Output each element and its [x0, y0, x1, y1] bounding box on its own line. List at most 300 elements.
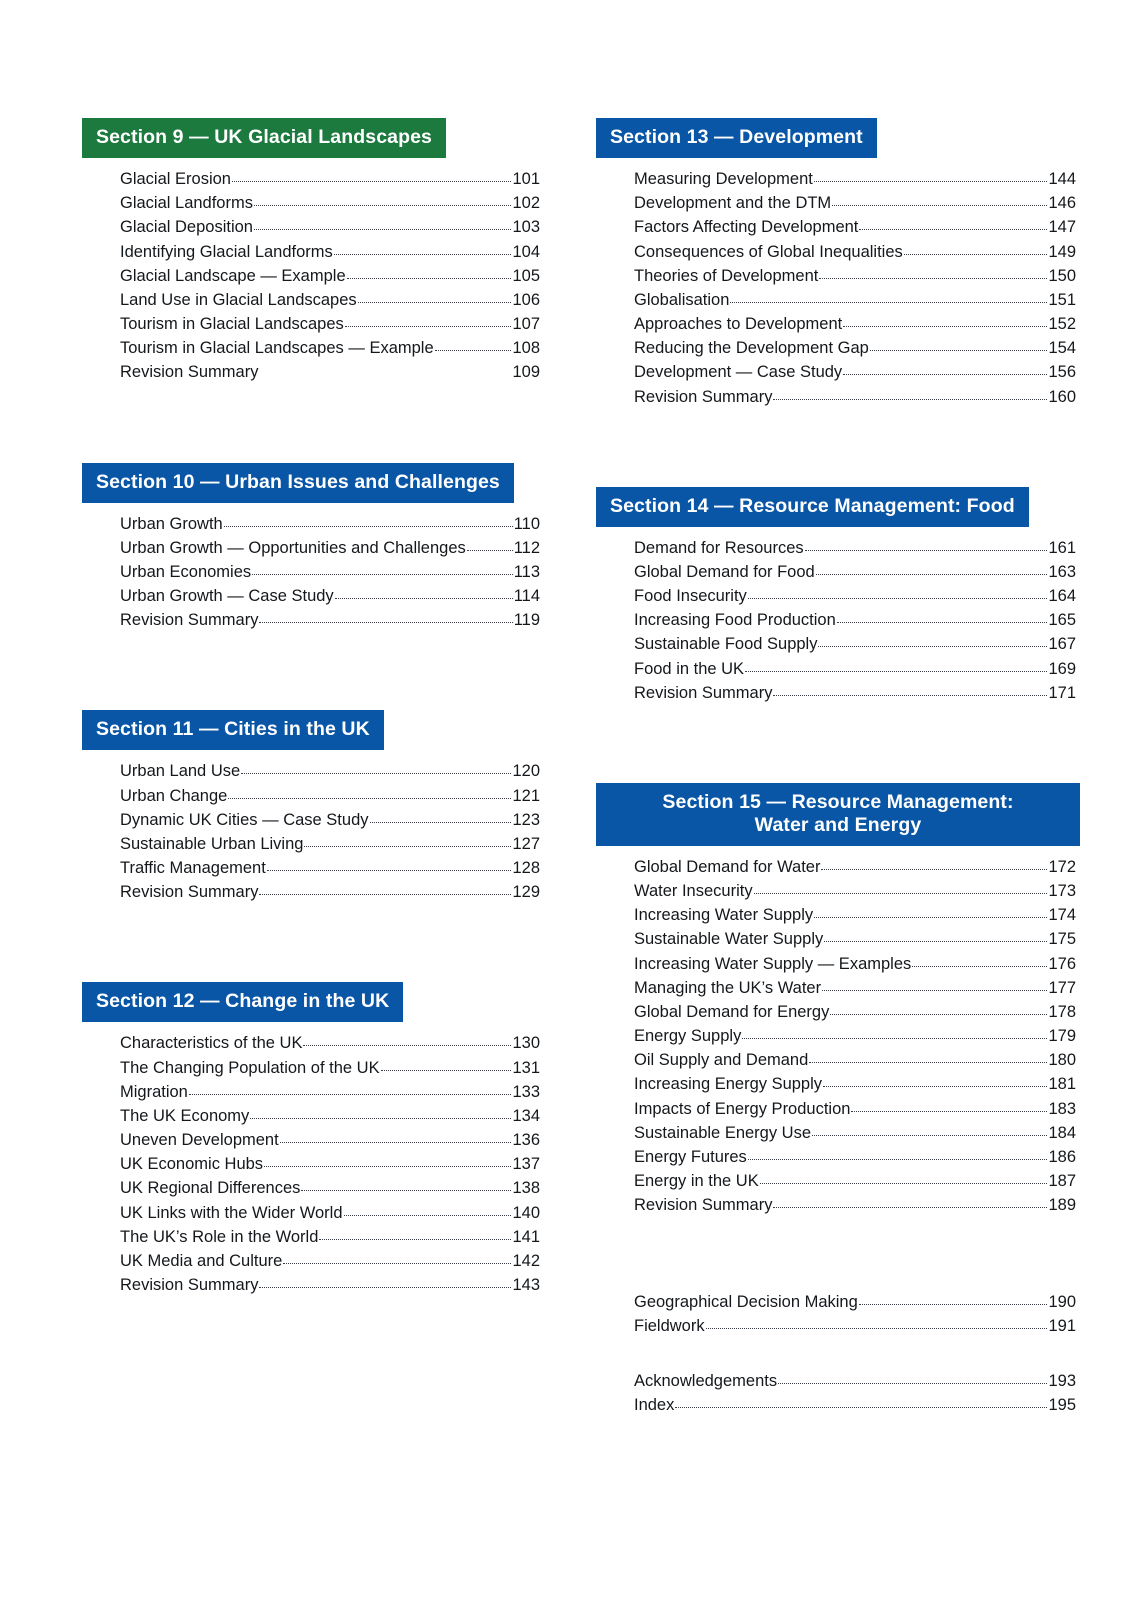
toc-entry[interactable] — [120, 880, 540, 904]
spacer — [596, 1338, 1080, 1360]
section-block-15 — [596, 783, 1080, 1218]
leader-dots — [812, 1125, 1047, 1136]
leader-dots — [675, 1397, 1047, 1408]
leader-dots — [851, 1101, 1047, 1112]
right-column — [596, 118, 1080, 1417]
toc-entry[interactable] — [120, 608, 540, 632]
leader-dots — [241, 763, 511, 774]
toc-entry[interactable] — [120, 360, 540, 384]
leader-dots — [259, 365, 511, 375]
entry-page: 108 — [512, 339, 540, 358]
toc-entry[interactable] — [120, 240, 540, 264]
entry-title: Land Use in Glacial Landscapes — [120, 290, 357, 309]
entry-page: 169 — [1048, 659, 1076, 678]
toc-entry[interactable] — [634, 1072, 1076, 1096]
leader-dots — [843, 316, 1047, 327]
toc-entry[interactable] — [120, 1201, 540, 1225]
toc-entry[interactable] — [120, 584, 540, 608]
entry-page: 119 — [513, 611, 540, 630]
entry-title: Glacial Deposition — [120, 218, 253, 237]
toc-entry[interactable] — [120, 288, 540, 312]
entry-title: UK Media and Culture — [120, 1251, 283, 1270]
entry-page: 175 — [1048, 930, 1076, 949]
entry-page: 114 — [513, 587, 540, 606]
entry-title: The UK’s Role in the World — [120, 1227, 319, 1246]
entry-page: 121 — [512, 786, 540, 805]
entry-title: Glacial Landforms — [120, 194, 253, 213]
section-block-10 — [82, 463, 544, 633]
entry-title: Increasing Water Supply — [634, 906, 814, 925]
leader-dots — [435, 340, 512, 351]
entry-page: 110 — [513, 514, 540, 533]
entry-page: 172 — [1048, 857, 1076, 876]
leader-dots — [754, 883, 1048, 894]
entry-page: 130 — [512, 1034, 540, 1053]
toc-entry[interactable] — [120, 167, 540, 191]
entry-title: Energy in the UK — [634, 1172, 759, 1191]
toc-entry[interactable] — [634, 385, 1076, 409]
entry-title: Glacial Landscape — Example — [120, 266, 346, 285]
toc-entry[interactable] — [634, 976, 1076, 1000]
entry-page: 141 — [512, 1227, 540, 1246]
leader-dots — [773, 685, 1047, 696]
section-header-11: Section 11 — Cities in the UK — [82, 710, 384, 750]
entry-page: 101 — [512, 170, 540, 188]
entry-title: Factors Affecting Development — [634, 218, 859, 237]
entry-page: 165 — [1048, 611, 1076, 630]
leader-dots — [334, 244, 512, 255]
leader-dots — [345, 316, 512, 327]
entry-list-12 — [82, 1031, 544, 1297]
entry-page: 107 — [512, 315, 540, 334]
entry-title: Food in the UK — [634, 659, 745, 678]
leader-dots — [816, 564, 1048, 575]
entry-page: 146 — [1048, 194, 1076, 213]
entry-title: Measuring Development — [634, 170, 813, 188]
leader-dots — [912, 956, 1047, 967]
toc-entry[interactable] — [120, 808, 540, 832]
section-block-11 — [82, 710, 544, 904]
entry-title: Water Insecurity — [634, 882, 753, 901]
leader-dots — [228, 788, 511, 799]
leader-dots — [843, 364, 1047, 375]
toc-entry[interactable] — [634, 1169, 1076, 1193]
leader-dots — [814, 171, 1048, 182]
leader-dots — [818, 636, 1047, 647]
entry-title: Energy Futures — [634, 1147, 747, 1166]
entry-page: 181 — [1048, 1075, 1076, 1094]
toc-entry[interactable] — [634, 1369, 1076, 1393]
toc-entry[interactable] — [120, 1273, 540, 1297]
leader-dots — [250, 1108, 511, 1119]
leader-dots — [303, 1035, 511, 1046]
entry-page: 183 — [1048, 1099, 1076, 1118]
leader-dots — [280, 1132, 512, 1143]
entry-page: 174 — [1048, 906, 1076, 925]
entry-page: 190 — [1048, 1292, 1076, 1311]
entry-title: Urban Growth — [120, 514, 223, 533]
section-header-15-line1: Section 15 — Resource Management: — [662, 790, 1014, 813]
entry-page: 106 — [512, 290, 540, 309]
toc-entry[interactable] — [120, 312, 540, 336]
leader-dots — [706, 1318, 1048, 1329]
entry-title: Development and the DTM — [634, 194, 832, 213]
entry-page: 156 — [1048, 363, 1076, 382]
toc-entry[interactable] — [634, 1121, 1076, 1145]
toc-entry[interactable] — [120, 1128, 540, 1152]
toc-entry[interactable] — [634, 1000, 1076, 1024]
entry-title: Tourism in Glacial Landscapes — Example — [120, 339, 434, 358]
section-block-13 — [596, 118, 1080, 409]
leader-dots — [824, 931, 1047, 942]
entry-page: 113 — [513, 562, 540, 581]
entry-page: 131 — [512, 1058, 540, 1077]
entry-title: Demand for Resources — [634, 538, 804, 557]
left-column — [60, 118, 544, 1297]
toc-entry[interactable] — [634, 240, 1076, 264]
leader-dots — [283, 1253, 511, 1264]
entry-page: 128 — [512, 859, 540, 878]
leader-dots — [304, 836, 511, 847]
entry-page: 104 — [512, 242, 540, 261]
entry-page: 178 — [1048, 1002, 1076, 1021]
entry-page: 161 — [1048, 538, 1076, 557]
toc-entry[interactable] — [120, 784, 540, 808]
entry-page: 120 — [512, 762, 540, 781]
entry-page: 195 — [1048, 1396, 1076, 1415]
toc-entry[interactable] — [634, 855, 1076, 879]
toc-entry[interactable] — [634, 1097, 1076, 1121]
entry-title: Development — Case Study — [634, 363, 843, 382]
section-block-14 — [596, 487, 1080, 705]
entry-page: 176 — [1048, 954, 1076, 973]
toc-entry[interactable] — [634, 1024, 1076, 1048]
entry-page: 134 — [512, 1106, 540, 1125]
entry-page: 105 — [512, 266, 540, 285]
entry-page: 143 — [512, 1276, 540, 1295]
entry-page: 171 — [1048, 683, 1076, 702]
leader-dots — [745, 661, 1047, 672]
toc-entry[interactable] — [634, 903, 1076, 927]
entry-title: Acknowledgements — [634, 1371, 778, 1390]
section-header-15 — [596, 783, 1080, 846]
leader-dots — [358, 292, 512, 303]
toc-entry[interactable] — [120, 1080, 540, 1104]
leader-dots — [809, 1052, 1047, 1063]
leader-dots — [814, 907, 1047, 918]
leader-dots — [254, 195, 511, 206]
section-header-12: Section 12 — Change in the UK — [82, 982, 403, 1022]
entry-list-15 — [596, 855, 1080, 1218]
toc-entry[interactable] — [120, 1031, 540, 1055]
entry-title: Dynamic UK Cities — Case Study — [120, 810, 369, 829]
entry-title: Managing the UK’s Water — [634, 978, 822, 997]
entry-title: Urban Economies — [120, 562, 252, 581]
entry-page: 173 — [1048, 882, 1076, 901]
entry-page: 164 — [1048, 587, 1076, 606]
toc-entry[interactable] — [634, 288, 1076, 312]
entry-title: The Changing Population of the UK — [120, 1058, 380, 1077]
entry-title: Consequences of Global Inequalities — [634, 242, 903, 261]
entry-title: Energy Supply — [634, 1027, 742, 1046]
leader-dots — [252, 564, 513, 575]
entry-page: 167 — [1048, 635, 1076, 654]
entry-title: Revision Summary — [120, 611, 259, 630]
spacer — [596, 705, 1080, 783]
entry-list-back-matter — [596, 1369, 1080, 1417]
entry-title: Traffic Management — [120, 859, 266, 878]
leader-dots — [189, 1084, 512, 1095]
entry-page: 137 — [512, 1155, 540, 1174]
leader-dots — [232, 171, 512, 182]
entry-title: Increasing Food Production — [634, 611, 836, 630]
leader-dots — [773, 389, 1047, 400]
toc-entry[interactable] — [634, 336, 1076, 360]
leader-dots — [830, 1004, 1047, 1015]
entry-title: UK Economic Hubs — [120, 1155, 264, 1174]
leader-dots — [859, 219, 1047, 230]
entry-page: 144 — [1048, 170, 1076, 188]
entry-title: Food Insecurity — [634, 587, 747, 606]
entry-page: 154 — [1048, 339, 1076, 358]
toc-entry[interactable] — [634, 927, 1076, 951]
entry-page: 151 — [1048, 290, 1076, 309]
entry-page: 149 — [1048, 242, 1076, 261]
toc-entry[interactable] — [120, 1225, 540, 1249]
entry-page: 140 — [512, 1203, 540, 1222]
toc-entry[interactable] — [634, 952, 1076, 976]
entry-page: 150 — [1048, 266, 1076, 285]
leader-dots — [748, 1149, 1048, 1160]
leader-dots — [301, 1180, 511, 1191]
entry-page: 129 — [512, 883, 540, 902]
toc-entry[interactable] — [634, 608, 1076, 632]
section-header-10: Section 10 — Urban Issues and Challenges — [82, 463, 514, 503]
leader-dots — [904, 244, 1048, 255]
toc-entry[interactable] — [634, 681, 1076, 705]
entry-title: Urban Change — [120, 786, 228, 805]
leader-dots — [870, 340, 1048, 351]
entry-title: Characteristics of the UK — [120, 1034, 303, 1053]
section-block-12 — [82, 982, 544, 1297]
toc-entry[interactable] — [634, 264, 1076, 288]
leader-dots — [748, 588, 1048, 599]
toc-entry[interactable] — [120, 191, 540, 215]
entry-page: 191 — [1048, 1316, 1076, 1335]
toc-entry[interactable] — [120, 832, 540, 856]
toc-entry[interactable] — [120, 1152, 540, 1176]
toc-entry[interactable] — [634, 1290, 1076, 1314]
entry-title: Geographical Decision Making — [634, 1292, 858, 1311]
contents-columns — [60, 118, 1076, 1417]
entry-title: Sustainable Energy Use — [634, 1123, 812, 1142]
entry-title: Impacts of Energy Production — [634, 1099, 851, 1118]
toc-entry[interactable] — [634, 1314, 1076, 1338]
entry-title: Increasing Water Supply — Examples — [634, 954, 912, 973]
leader-dots — [370, 812, 512, 823]
entry-page: 127 — [512, 834, 540, 853]
leader-dots — [344, 1205, 512, 1216]
toc-entry[interactable] — [634, 536, 1076, 560]
leader-dots — [760, 1173, 1048, 1184]
toc-entry[interactable] — [120, 215, 540, 239]
entry-page: 133 — [512, 1082, 540, 1101]
leader-dots — [259, 884, 511, 895]
spacer — [60, 632, 544, 710]
entry-page: 163 — [1048, 562, 1076, 581]
entry-title: Urban Growth — Opportunities and Challenges — [120, 538, 466, 557]
entry-title: Uneven Development — [120, 1131, 279, 1150]
entry-title: Increasing Energy Supply — [634, 1075, 823, 1094]
entry-title: Urban Land Use — [120, 762, 241, 781]
leader-dots — [264, 1156, 511, 1167]
toc-entry[interactable] — [120, 336, 540, 360]
entry-page: 109 — [512, 363, 540, 382]
entry-page: 112 — [513, 538, 540, 557]
entry-page: 152 — [1048, 315, 1076, 334]
leader-dots — [335, 588, 513, 599]
entry-title: Revision Summary — [634, 683, 773, 702]
toc-entry[interactable] — [634, 167, 1076, 191]
entry-page: 179 — [1048, 1027, 1076, 1046]
entry-page: 180 — [1048, 1051, 1076, 1070]
toc-entry[interactable] — [120, 536, 540, 560]
leader-dots — [832, 195, 1047, 206]
leader-dots — [822, 980, 1047, 991]
leader-dots — [259, 612, 512, 623]
entry-title: UK Links with the Wider World — [120, 1203, 343, 1222]
entry-page: 102 — [512, 194, 540, 213]
entry-title: Fieldwork — [634, 1316, 705, 1335]
toc-entry[interactable] — [120, 264, 540, 288]
spacer — [60, 904, 544, 982]
leader-dots — [730, 292, 1047, 303]
toc-entry[interactable] — [634, 879, 1076, 903]
toc-entry[interactable] — [120, 560, 540, 584]
toc-entry[interactable] — [120, 856, 540, 880]
leader-dots — [773, 1197, 1047, 1208]
toc-entry[interactable] — [634, 1145, 1076, 1169]
entry-title: Sustainable Food Supply — [634, 635, 818, 654]
entry-list-13 — [596, 167, 1080, 409]
entry-page: 147 — [1048, 218, 1076, 237]
entry-title: UK Regional Differences — [120, 1179, 301, 1198]
entry-page: 187 — [1048, 1172, 1076, 1191]
entry-title: Revision Summary — [120, 883, 259, 902]
leader-dots — [267, 860, 512, 871]
entry-title: Urban Growth — Case Study — [120, 587, 334, 606]
section-header-14: Section 14 — Resource Management: Food — [596, 487, 1029, 527]
leader-dots — [805, 540, 1048, 551]
entry-page: 142 — [512, 1251, 540, 1270]
entry-list-14 — [596, 536, 1080, 705]
leader-dots — [821, 859, 1047, 870]
entry-title: Approaches to Development — [634, 315, 843, 334]
toc-entry[interactable] — [634, 312, 1076, 336]
entry-list-9 — [82, 167, 544, 385]
entry-page: 138 — [512, 1179, 540, 1198]
entry-title: Migration — [120, 1082, 188, 1101]
toc-entry[interactable] — [634, 360, 1076, 384]
spacer — [596, 409, 1080, 487]
entry-title: Sustainable Urban Living — [120, 834, 304, 853]
section-header-15-line2: Water and Energy — [754, 813, 922, 836]
leader-dots — [742, 1028, 1047, 1039]
toc-entry[interactable] — [634, 632, 1076, 656]
section-block-9 — [82, 118, 544, 385]
entry-title: Oil Supply and Demand — [634, 1051, 809, 1070]
entry-title: Revision Summary — [120, 363, 259, 382]
entry-title: Global Demand for Food — [634, 562, 815, 581]
leader-dots — [319, 1229, 511, 1240]
entry-title: Global Demand for Energy — [634, 1002, 830, 1021]
toc-entry[interactable] — [634, 584, 1076, 608]
entry-title: Reducing the Development Gap — [634, 339, 869, 358]
entry-title: Revision Summary — [120, 1276, 259, 1295]
toc-entry[interactable] — [634, 1393, 1076, 1417]
entry-page: 160 — [1048, 387, 1076, 406]
leader-dots — [224, 516, 513, 527]
entry-page: 193 — [1048, 1371, 1076, 1390]
entry-page: 184 — [1048, 1123, 1076, 1142]
toc-entry[interactable] — [634, 1048, 1076, 1072]
leader-dots — [819, 268, 1047, 279]
entry-page: 177 — [1048, 978, 1076, 997]
leader-dots — [823, 1076, 1047, 1087]
toc-entry[interactable] — [120, 1176, 540, 1200]
toc-entry[interactable] — [634, 191, 1076, 215]
leader-dots — [837, 612, 1048, 623]
entry-list-extras — [596, 1290, 1080, 1338]
leader-dots — [778, 1373, 1047, 1384]
toc-entry[interactable] — [634, 1193, 1076, 1217]
entry-page: 123 — [512, 810, 540, 829]
toc-entry[interactable] — [120, 1104, 540, 1128]
entry-title: Theories of Development — [634, 266, 819, 285]
leader-dots — [381, 1060, 512, 1071]
entry-title: Tourism in Glacial Landscapes — [120, 315, 344, 334]
spacer — [596, 1218, 1080, 1280]
entry-title: Glacial Erosion — [120, 170, 231, 188]
section-header-9: Section 9 — UK Glacial Landscapes — [82, 118, 446, 158]
entry-title: Identifying Glacial Landforms — [120, 242, 333, 261]
toc-entry[interactable] — [120, 759, 540, 783]
toc-entry[interactable] — [120, 512, 540, 536]
toc-entry[interactable] — [634, 560, 1076, 584]
leader-dots — [254, 219, 511, 230]
toc-entry[interactable] — [120, 1249, 540, 1273]
entry-title: Global Demand for Water — [634, 857, 821, 876]
entry-title: Index — [634, 1396, 675, 1415]
entry-list-11 — [82, 759, 544, 904]
entry-page: 186 — [1048, 1147, 1076, 1166]
toc-entry[interactable] — [120, 1056, 540, 1080]
entry-list-10 — [82, 512, 544, 633]
leader-dots — [347, 268, 512, 279]
entry-page: 136 — [512, 1131, 540, 1150]
entry-title: The UK Economy — [120, 1106, 250, 1125]
entry-title: Revision Summary — [634, 387, 773, 406]
leader-dots — [859, 1294, 1048, 1305]
section-header-13: Section 13 — Development — [596, 118, 877, 158]
entry-page: 189 — [1048, 1196, 1076, 1215]
leader-dots — [467, 540, 513, 551]
entry-title: Sustainable Water Supply — [634, 930, 824, 949]
spacer — [60, 385, 544, 463]
toc-entry[interactable] — [634, 657, 1076, 681]
toc-entry[interactable] — [634, 215, 1076, 239]
leader-dots — [259, 1277, 511, 1288]
